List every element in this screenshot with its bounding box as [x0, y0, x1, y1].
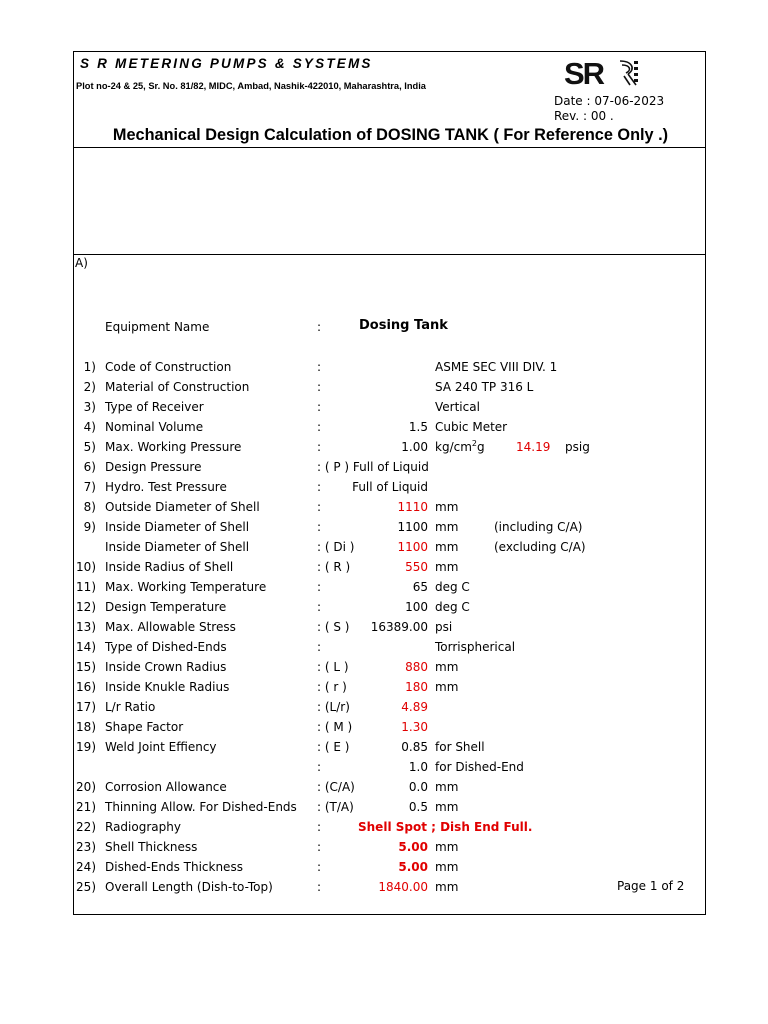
row-label: Code of Construction	[105, 360, 232, 374]
row-unit: deg C	[435, 600, 470, 614]
row-extra-unit: psig	[565, 440, 590, 454]
row-value: Full of Liquid	[352, 480, 428, 494]
row-number: 12)	[76, 600, 96, 614]
row-symbol: :	[317, 380, 322, 394]
row-symbol: : (L/r)	[317, 700, 350, 714]
row-unit: mm	[435, 500, 459, 514]
row-symbol: : ( R )	[317, 560, 351, 574]
row-symbol: :	[317, 860, 322, 874]
row-symbol: :	[317, 520, 322, 534]
row-label: Max. Working Pressure	[105, 440, 242, 454]
row-unit: mm	[435, 800, 459, 814]
row-unit: mm	[435, 560, 459, 574]
row-symbol: : ( r )	[317, 680, 347, 694]
row-number: 6)	[83, 460, 96, 474]
row-symbol: : ( S )	[317, 620, 350, 634]
row-extra-value: 14.19	[516, 440, 551, 454]
company-logo-icon	[562, 55, 640, 91]
row-label: L/r Ratio	[105, 700, 156, 714]
row-number: 14)	[76, 640, 96, 654]
row-unit: Torrispherical	[435, 640, 516, 654]
row-symbol: :	[317, 500, 322, 514]
row-value: 0.85	[401, 740, 428, 754]
row-symbol: : (T/A)	[317, 800, 354, 814]
row-unit: mm	[435, 540, 459, 554]
row-value: Shell Spot ; Dish End Full.	[358, 820, 533, 834]
row-symbol: : ( L )	[317, 660, 349, 674]
row-symbol: :	[317, 420, 322, 434]
row-value: 65	[412, 580, 428, 594]
row-number: 7)	[83, 480, 96, 494]
row-number: 4)	[83, 420, 96, 434]
row-unit: $kg/cm^2g$	[435, 439, 485, 454]
row-label: Nominal Volume	[105, 420, 204, 434]
row-value: 1110	[397, 500, 428, 514]
row-symbol: : ( P ) Full of Liquid	[317, 460, 429, 474]
equipment-label: Equipment Name	[105, 320, 210, 334]
row-symbol: :	[317, 820, 322, 834]
document-title: Mechanical Design Calculation of DOSING TANK ( For Reference Only .)	[112, 126, 669, 144]
row-number: 5)	[83, 440, 96, 454]
row-value: 1840.00	[378, 880, 428, 894]
row-symbol: :	[317, 480, 322, 494]
divider	[74, 147, 705, 148]
row-label: Inside Crown Radius	[105, 660, 227, 674]
row-unit: deg C	[435, 580, 470, 594]
row-label: Thinning Allow. For Dished-Ends	[105, 800, 297, 814]
row-label: Design Pressure	[105, 460, 202, 474]
divider	[74, 254, 705, 255]
row-unit: psi	[435, 620, 453, 634]
row-value: 1.00	[401, 440, 428, 454]
row-label: Dished-Ends Thickness	[105, 860, 243, 874]
row-value: 0.5	[408, 800, 428, 814]
row-unit: mm	[435, 780, 459, 794]
document-sheet	[73, 51, 706, 915]
row-symbol: :	[317, 600, 322, 614]
row-unit: for Shell	[435, 740, 485, 754]
row-symbol: : ( M )	[317, 720, 353, 734]
row-unit: SA 240 TP 316 L	[435, 380, 534, 394]
row-number: 23)	[76, 840, 96, 854]
row-symbol: :	[317, 840, 322, 854]
row-label: Max. Working Temperature	[105, 580, 267, 594]
row-number: 11)	[76, 580, 96, 594]
row-symbol: :	[317, 360, 322, 374]
row-number: 25)	[76, 880, 96, 894]
row-value: 5.00	[398, 840, 428, 854]
row-number: 9)	[83, 520, 96, 534]
row-number: 15)	[76, 660, 96, 674]
row-value: 100	[405, 600, 428, 614]
row-label: Radiography	[105, 820, 181, 834]
row-value: 1.30	[401, 720, 428, 734]
row-symbol: :	[317, 580, 322, 594]
row-value: 1.0	[408, 760, 428, 774]
row-value: 0.0	[408, 780, 428, 794]
row-symbol: :	[317, 880, 322, 894]
row-unit: mm	[435, 520, 459, 534]
row-extra: (including C/A)	[494, 520, 583, 534]
row-number: 17)	[76, 700, 96, 714]
section-label: A)	[75, 256, 88, 270]
row-value: 1.5	[408, 420, 428, 434]
row-label: Inside Knukle Radius	[105, 680, 230, 694]
row-label: Type of Dished-Ends	[105, 640, 227, 654]
row-label: Design Temperature	[105, 600, 227, 614]
logo-letters: SR	[564, 56, 604, 91]
row-unit: mm	[435, 680, 459, 694]
company-name: S R METERING PUMPS & SYSTEMS	[80, 56, 373, 71]
row-label: Type of Receiver	[105, 400, 204, 414]
row-label: Outside Diameter of Shell	[105, 500, 260, 514]
row-symbol: : ( Di )	[317, 540, 355, 554]
row-number: 1)	[83, 360, 96, 374]
row-label: Shell Thickness	[105, 840, 198, 854]
company-address: Plot no-24 & 25, Sr. No. 81/82, MIDC, Ambad, Nashik-422010, Maharashtra, India	[76, 81, 426, 91]
row-number: 10)	[76, 560, 96, 574]
row-value: 880	[405, 660, 428, 674]
row-unit: ASME SEC VIII DIV. 1	[435, 360, 558, 374]
row-label: Inside Radius of Shell	[105, 560, 234, 574]
row-value: 16389.00	[370, 620, 428, 634]
row-extra: (excluding C/A)	[494, 540, 586, 554]
row-number: 22)	[76, 820, 96, 834]
row-value: 180	[405, 680, 428, 694]
row-unit: mm	[435, 660, 459, 674]
row-unit: mm	[435, 840, 459, 854]
row-label: Hydro. Test Pressure	[105, 480, 227, 494]
row-label: Shape Factor	[105, 720, 184, 734]
row-symbol: :	[317, 400, 322, 414]
row-number: 18)	[76, 720, 96, 734]
row-label: Material of Construction	[105, 380, 250, 394]
row-number: 2)	[83, 380, 96, 394]
row-value: 1100	[397, 540, 428, 554]
row-number: 21)	[76, 800, 96, 814]
row-number: 3)	[83, 400, 96, 414]
row-label: Inside Diameter of Shell	[105, 540, 250, 554]
row-value: 5.00	[398, 860, 428, 874]
row-value: 4.89	[401, 700, 428, 714]
page-number: Page 1 of 2	[617, 879, 685, 893]
row-unit: for Dished-End	[435, 760, 524, 774]
row-label: Weld Joint Effiency	[105, 740, 217, 754]
row-value: 1100	[397, 520, 428, 534]
row-label: Max. Allowable Stress	[105, 620, 236, 634]
row-symbol: : ( E )	[317, 740, 350, 754]
row-number: 8)	[83, 500, 96, 514]
row-number: 16)	[76, 680, 96, 694]
document-revision: Rev. : 00 .	[554, 109, 614, 123]
row-symbol: : (C/A)	[317, 780, 355, 794]
row-label: Corrosion Allowance	[105, 780, 227, 794]
row-label: Inside Diameter of Shell	[105, 520, 250, 534]
row-unit: mm	[435, 860, 459, 874]
row-number: 24)	[76, 860, 96, 874]
row-number: 19)	[76, 740, 96, 754]
row-label: Overall Length (Dish-to-Top)	[105, 880, 273, 894]
row-symbol: :	[317, 440, 322, 454]
row-symbol: :	[317, 640, 322, 654]
row-number: 13)	[76, 620, 96, 634]
row-number: 20)	[76, 780, 96, 794]
equipment-name: Dosing Tank	[359, 318, 448, 333]
equipment-colon: :	[317, 320, 322, 334]
row-value: 550	[405, 560, 428, 574]
row-symbol: :	[317, 760, 322, 774]
row-unit: Cubic Meter	[435, 420, 508, 434]
row-unit: mm	[435, 880, 459, 894]
document-date: Date : 07-06-2023	[554, 94, 665, 108]
row-unit: Vertical	[435, 400, 480, 414]
